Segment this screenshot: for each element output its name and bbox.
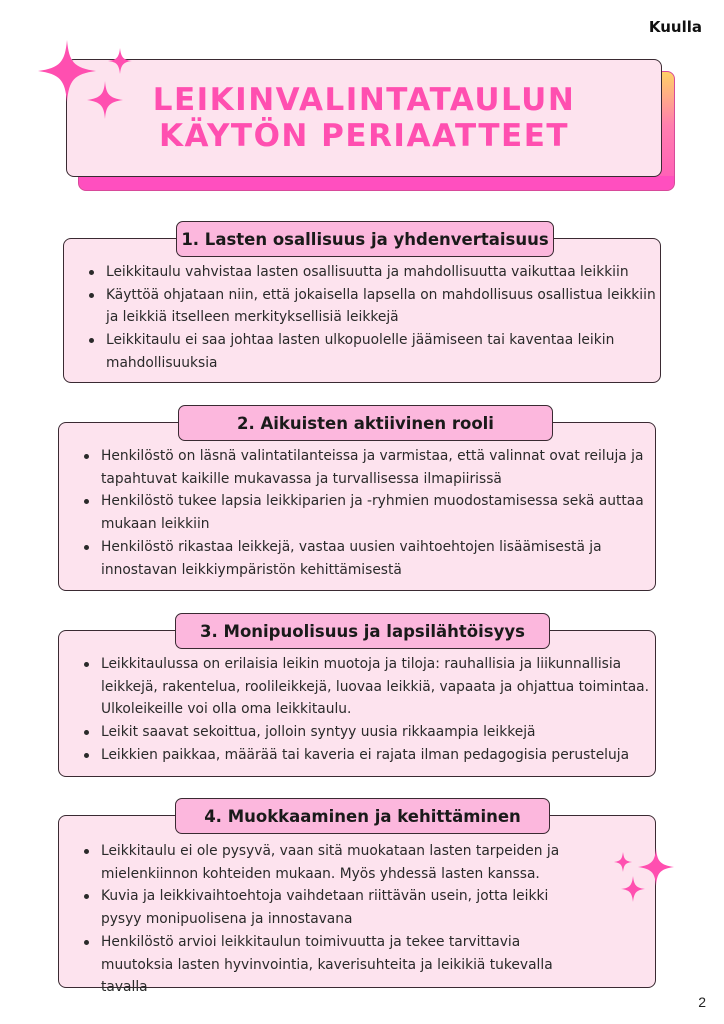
page-title-line-1: LEIKINVALINTATAULUN: [152, 82, 576, 118]
page-number: 2: [698, 994, 706, 1010]
section-2-box: [58, 422, 656, 591]
section-4-box: [58, 815, 656, 996]
section-2-list: [59, 423, 655, 581]
list-item: Henkilöstö on läsnä valintatilanteissa ja varmistaa, että valinnat ovat reiluja ja tapahtuvat kaikille mukavassa ja turvallisessa ilmapiirissä: [101, 445, 655, 490]
list-item: Henkilöstö tukee lapsia leikkiparien ja -ryhmien muodostamisessa sekä auttaa mukaan leikkiin: [101, 490, 655, 535]
list-item: Henkilöstö rikastaa leikkejä, vastaa uusien vaihtoehtojen lisäämisestä ja innostavan leikkiympäristön kehittämisestä: [101, 536, 655, 581]
sparkle-icon: [108, 48, 132, 74]
brand-logo: Kuulla: [648, 18, 702, 36]
sparkle-icon: [87, 81, 123, 119]
section-4-heading: 4. Muokkaaminen ja kehittäminen: [175, 798, 550, 834]
section-1-list: [64, 239, 660, 375]
section-1-box: [63, 238, 661, 383]
list-item: Leikkien paikkaa, määrää tai kaveria ei rajata ilman pedagogisia perusteluja: [101, 744, 655, 767]
list-item: Leikkitaulu ei saa johtaa lasten ulkopuolelle jäämiseen tai kaventaa leikin mahdollisuuksia: [106, 329, 660, 374]
list-item: Leikit saavat sekoittua, jolloin syntyy uusia rikkaampia leikkejä: [101, 721, 655, 744]
section-3-list: [59, 631, 655, 767]
sparkle-icon: [614, 852, 632, 872]
page-title-line-2: KÄYTÖN PERIAATTEET: [158, 118, 570, 154]
list-item: Henkilöstö arvioi leikkitaulun toimivuutta ja tekee tarvittavia muutoksia lasten hyvinvointia, kaverisuhteita ja leikikiä tukevalla tavalla: [101, 931, 585, 999]
section-3-box: [58, 630, 656, 777]
list-item: Käyttöä ohjataan niin, että jokaisella lapsella on mahdollisuus osallistua leikkiin ja leikkiä itselleen merkityksellisiä leikkejä: [106, 284, 660, 329]
list-item: Leikkitaulussa on erilaisia leikin muotoja ja tiloja: rauhallisia ja liikunnallisia leikkejä, rakentelua, roolileikkejä, luovaa leikkiä, vapaata ja ohjattua toimintaa. Ulkoleikeille voi olla oma leikkitaulu.: [101, 653, 655, 721]
title-box: [66, 59, 662, 177]
sparkle-icon: [621, 876, 645, 902]
section-2-heading: 2. Aikuisten aktiivinen rooli: [178, 405, 553, 441]
list-item: Leikkitaulu vahvistaa lasten osallisuutta ja mahdollisuutta vaikuttaa leikkiin: [106, 261, 660, 284]
section-4-list: [59, 816, 655, 999]
section-1-heading: 1. Lasten osallisuus ja yhdenvertaisuus: [176, 221, 554, 257]
list-item: Kuvia ja leikkivaihtoehtoja vaihdetaan riittävän usein, jotta leikki pysyy monipuolisena ja innostavana: [101, 885, 585, 930]
list-item: Leikkitaulu ei ole pysyvä, vaan sitä muokataan lasten tarpeiden ja mielenkiinnon kohteiden mukaan. Myös yhdessä lasten kanssa.: [101, 840, 585, 885]
section-3-heading: 3. Monipuolisuus ja lapsilähtöisyys: [175, 613, 550, 649]
